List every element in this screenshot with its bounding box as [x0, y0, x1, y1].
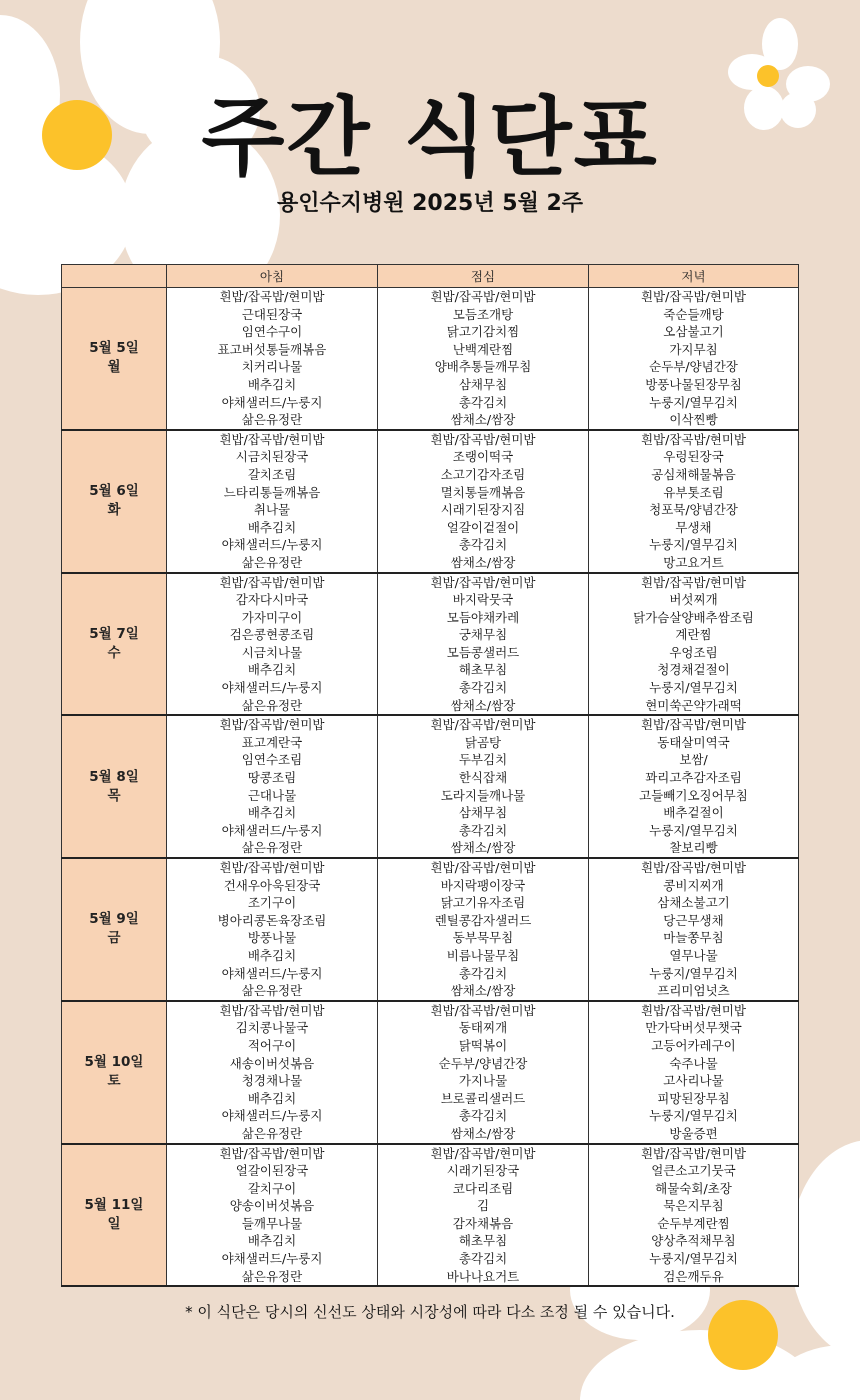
dinner-cell	[589, 573, 799, 716]
column-header-lunch: 점심	[378, 265, 589, 288]
menu-item: 보쌈/	[679, 752, 708, 768]
menu-item: 흰밥/잡곡밥/현미밥	[430, 1002, 536, 1018]
menu-item: 누룽지/열무김치	[649, 822, 738, 838]
menu-item: 총각김치	[458, 537, 508, 553]
day-weekday: 화	[107, 502, 121, 519]
column-header-day	[62, 265, 167, 288]
menu-item: 흰밥/잡곡밥/현미밥	[219, 1145, 325, 1161]
day-cell	[62, 715, 167, 858]
menu-item: 열무나물	[669, 947, 718, 963]
column-header-dinner: 저녁	[589, 265, 799, 288]
menu-item: 방울증편	[669, 1125, 718, 1141]
menu-item: 흰밥/잡곡밥/현미밥	[640, 860, 747, 875]
menu-item: 야채샐러드/누룽지	[221, 680, 323, 696]
dinner-cell	[589, 715, 799, 858]
lunch-cell	[378, 858, 589, 1001]
menu-item: 무생채	[675, 519, 712, 535]
menu-item: 해초무침	[458, 662, 508, 678]
menu-item: 닭곰탕	[464, 734, 502, 750]
dinner-cell	[589, 288, 799, 430]
menu-item: 청경채나물	[241, 1073, 303, 1089]
menu-item: 비름나물무침	[446, 947, 520, 963]
menu-item: 망고요거트	[663, 554, 724, 570]
menu-item: 야채샐러드/누룽지	[221, 1108, 323, 1124]
menu-item: 흰밥/잡곡밥/현미밥	[219, 289, 325, 304]
day-date: 5월 10일	[84, 1054, 144, 1071]
menu-item: 흰밥/잡곡밥/현미밥	[430, 574, 536, 590]
menu-item: 시금치된장국	[235, 449, 309, 465]
table-header-row	[62, 265, 799, 288]
day-cell	[62, 1001, 167, 1144]
menu-item: 배추김치	[247, 1090, 297, 1106]
menu-item: 건새우아욱된장국	[223, 877, 321, 893]
menu-item: 누룽지/열무김치	[649, 965, 738, 981]
menu-item: 총각김치	[458, 822, 508, 838]
day-cell	[62, 288, 167, 430]
menu-item: 삶은유정란	[241, 412, 303, 428]
menu-item: 쌈채소/쌈장	[450, 1125, 516, 1141]
table-row	[62, 573, 799, 716]
day-date: 5월 8일	[89, 768, 139, 785]
day-date: 5월 9일	[89, 911, 139, 928]
menu-item: 삼채무침	[458, 376, 508, 392]
menu-item: 난백계란찜	[452, 341, 514, 357]
menu-item: 얼큰소고기뭇국	[651, 1163, 736, 1179]
menu-item: 새송이버섯볶음	[229, 1055, 315, 1071]
menu-item: 총각김치	[458, 1251, 508, 1267]
menu-item: 흰밥/잡곡밥/현미밥	[430, 431, 536, 447]
menu-item: 렌틸콩감자샐러드	[434, 912, 532, 928]
menu-item: 청경채겉절이	[657, 662, 730, 678]
menu-item: 배추김치	[247, 519, 297, 535]
menu-item: 닭고기감치찜	[446, 324, 520, 340]
menu-item: 마늘쫑무침	[663, 930, 724, 946]
menu-item: 김치콩나물국	[235, 1020, 309, 1036]
menu-item: 삼채소불고기	[657, 895, 730, 911]
menu-item: 적어구이	[247, 1037, 297, 1053]
menu-item: 야채샐러드/누룽지	[221, 1251, 323, 1267]
menu-item: 쌈채소/쌈장	[450, 554, 516, 570]
menu-item: 고등어카레구이	[651, 1037, 736, 1053]
lunch-cell	[378, 715, 589, 858]
lunch-cell	[378, 288, 589, 430]
menu-item: 양배추통들깨무침	[434, 359, 532, 375]
menu-item: 얼갈이겉절이	[446, 519, 520, 535]
menu-item: 삶은유정란	[241, 983, 303, 999]
menu-item: 갈치구이	[247, 1180, 297, 1196]
menu-item: 방풍나물	[247, 930, 297, 946]
menu-item: 바나나요거트	[446, 1268, 520, 1284]
menu-item: 근대된장국	[241, 306, 303, 322]
menu-item: 누룽지/열무김치	[649, 394, 738, 410]
menu-item: 버섯찌개	[669, 592, 718, 608]
day-cell	[62, 573, 167, 716]
day-weekday: 일	[107, 1215, 121, 1232]
menu-item: 배추김치	[247, 1233, 297, 1249]
menu-item: 계란찜	[675, 627, 712, 643]
menu-item: 임연수조림	[241, 752, 303, 768]
menu-item: 동태찌개	[458, 1020, 508, 1036]
menu-item: 임연수구이	[241, 324, 303, 340]
menu-item: 모듬콩샐러드	[446, 644, 520, 660]
column-header-breakfast: 아침	[167, 265, 378, 288]
lunch-cell	[378, 1001, 589, 1144]
menu-item: 동부묵무침	[452, 930, 514, 946]
menu-item: 흰밥/잡곡밥/현미밥	[640, 1145, 747, 1161]
day-weekday: 월	[107, 359, 121, 376]
menu-item: 동태살미역국	[657, 734, 730, 750]
menu-item: 바지락뭇국	[452, 592, 514, 608]
menu-item: 누룽지/열무김치	[649, 1251, 738, 1267]
menu-item: 조기구이	[247, 895, 297, 911]
menu-item: 양상추적채무침	[651, 1233, 736, 1249]
breakfast-cell	[167, 430, 378, 573]
breakfast-cell	[167, 573, 378, 716]
menu-item: 갈치조림	[247, 466, 297, 482]
menu-item: 흰밥/잡곡밥/현미밥	[219, 1002, 325, 1018]
menu-item: 고들빼기오징어무침	[639, 787, 748, 803]
menu-item: 공심채해물볶음	[651, 466, 736, 482]
menu-item: 땅콩조림	[247, 770, 297, 786]
menu-item: 쌈채소/쌈장	[450, 840, 516, 856]
menu-item: 누룽지/열무김치	[649, 537, 738, 553]
day-date: 5월 11일	[84, 1196, 144, 1213]
day-weekday: 수	[107, 644, 121, 661]
menu-item: 느타리통들깨볶음	[223, 484, 321, 500]
menu-item: 오삼불고기	[663, 324, 724, 340]
menu-item: 삶은유정란	[241, 1268, 303, 1284]
menu-item: 총각김치	[458, 1108, 508, 1124]
menu-item: 숙주나물	[669, 1055, 718, 1071]
menu-item: 양송이버섯볶음	[229, 1198, 315, 1214]
menu-item: 흰밥/잡곡밥/현미밥	[430, 289, 536, 304]
breakfast-cell	[167, 288, 378, 430]
menu-item: 배추김치	[247, 376, 297, 392]
table-row	[62, 1001, 799, 1144]
menu-item: 치커리나물	[241, 359, 303, 375]
menu-item: 순두부/양념간장	[438, 1055, 528, 1071]
menu-item: 꽈리고추감자조림	[645, 770, 742, 786]
menu-item: 야채샐러드/누룽지	[221, 394, 323, 410]
menu-item: 들깨무나물	[241, 1215, 303, 1231]
dinner-cell	[589, 430, 799, 573]
menu-item: 유부톳조림	[663, 484, 724, 500]
menu-item: 멸치통들깨볶음	[440, 484, 526, 500]
menu-item: 쌈채소/쌈장	[450, 412, 516, 428]
menu-item: 흰밥/잡곡밥/현미밥	[219, 431, 325, 447]
table-row	[62, 858, 799, 1001]
breakfast-cell	[167, 715, 378, 858]
menu-item: 감자채볶음	[452, 1215, 514, 1231]
menu-item: 프리미엄넛츠	[657, 983, 730, 999]
menu-item: 야채샐러드/누룽지	[221, 822, 323, 838]
menu-item: 시래기된장지짐	[440, 502, 526, 518]
menu-item: 흰밥/잡곡밥/현미밥	[640, 717, 747, 733]
menu-item: 근대나물	[247, 787, 297, 803]
menu-item: 두부김치	[458, 752, 508, 768]
menu-item: 고사리나물	[663, 1073, 724, 1089]
menu-item: 해물숙회/초장	[655, 1180, 732, 1196]
menu-item: 피망된장무침	[657, 1090, 730, 1106]
menu-item: 배추김치	[247, 662, 297, 678]
menu-item: 표고계란국	[241, 734, 303, 750]
menu-item: 검은깨두유	[663, 1268, 724, 1284]
menu-item: 바지락팽이장국	[440, 877, 526, 893]
menu-item: 가자미구이	[241, 609, 303, 625]
menu-item: 배추김치	[247, 805, 297, 821]
menu-item: 흰밥/잡곡밥/현미밥	[430, 1145, 536, 1161]
dinner-cell	[589, 1001, 799, 1144]
menu-item: 해초무침	[458, 1233, 508, 1249]
menu-item: 누룽지/열무김치	[649, 1108, 738, 1124]
lunch-cell	[378, 1144, 589, 1287]
menu-item: 우엉조림	[669, 644, 718, 660]
menu-item: 흰밥/잡곡밥/현미밥	[219, 860, 325, 875]
day-date: 5월 7일	[89, 625, 139, 642]
day-weekday: 목	[107, 787, 121, 804]
menu-item: 흰밥/잡곡밥/현미밥	[219, 574, 325, 590]
table-row	[62, 1144, 799, 1287]
page-subtitle: 용인수지병원 2025년 5월 2주	[276, 191, 584, 216]
lunch-cell	[378, 573, 589, 716]
menu-item: 쌈채소/쌈장	[450, 983, 516, 999]
day-cell	[62, 430, 167, 573]
table-row	[62, 288, 799, 430]
menu-item: 흰밥/잡곡밥/현미밥	[430, 860, 536, 875]
menu-item: 이삭찐빵	[669, 412, 718, 428]
menu-item: 삶은유정란	[241, 554, 303, 570]
day-date: 5월 5일	[89, 340, 139, 357]
dinner-cell	[589, 1144, 799, 1287]
menu-item: 총각김치	[458, 394, 508, 410]
menu-item: 닭떡볶이	[458, 1037, 508, 1053]
menu-item: 야채샐러드/누룽지	[221, 537, 323, 553]
menu-item: 흰밥/잡곡밥/현미밥	[640, 1002, 747, 1018]
weekly-menu-table	[61, 264, 799, 1287]
day-cell	[62, 858, 167, 1001]
menu-item: 가지나물	[458, 1073, 508, 1089]
menu-item: 감자다시마국	[235, 592, 309, 608]
menu-item: 모듬조개탕	[452, 306, 514, 322]
daisy-center-icon	[757, 65, 779, 87]
menu-item: 배추겉절이	[663, 805, 724, 821]
menu-item: 닭가슴살양배추쌈조림	[633, 609, 754, 625]
menu-item: 방풍나물된장무침	[645, 376, 742, 392]
menu-item: 당근무생채	[663, 912, 724, 928]
menu-item: 순두부/양념간장	[649, 359, 738, 375]
menu-item: 흰밥/잡곡밥/현미밥	[430, 717, 536, 733]
menu-item: 묵은지무침	[663, 1198, 724, 1214]
menu-item: 흰밥/잡곡밥/현미밥	[640, 574, 747, 590]
menu-item: 총각김치	[458, 680, 508, 696]
table-row	[62, 715, 799, 858]
menu-item: 우렁된장국	[663, 449, 724, 465]
menu-item: 시래기된장국	[446, 1163, 520, 1179]
menu-item: 모듬야채카레	[446, 609, 520, 625]
menu-item: 삶은유정란	[241, 697, 303, 713]
menu-item: 흰밥/잡곡밥/현미밥	[640, 289, 747, 304]
menu-item: 누룽지/열무김치	[649, 680, 738, 696]
menu-item: 찰보리빵	[669, 840, 718, 856]
menu-item: 소고기감자조림	[440, 466, 526, 482]
menu-item: 코다리조림	[452, 1180, 514, 1196]
menu-item: 삼채무침	[458, 805, 508, 821]
menu-item: 시금치나물	[241, 644, 303, 660]
breakfast-cell	[167, 1144, 378, 1287]
menu-item: 청포묵/양념간장	[649, 502, 738, 518]
menu-item: 김	[476, 1198, 490, 1214]
day-weekday: 금	[107, 930, 121, 947]
footnote: * 이 식단은 당시의 신선도 상태와 시장성에 따라 다소 조정 될 수 있습니다.	[185, 1303, 675, 1321]
menu-item: 쌈채소/쌈장	[450, 697, 516, 713]
menu-item: 총각김치	[458, 965, 508, 981]
menu-item: 브로콜리샐러드	[440, 1090, 526, 1106]
menu-item: 닭고기유자조림	[440, 895, 526, 911]
menu-item: 가지무침	[669, 341, 718, 357]
breakfast-cell	[167, 858, 378, 1001]
table-row	[62, 430, 799, 573]
menu-item: 검은콩현콩조림	[229, 627, 315, 643]
menu-item: 현미쑥곤약가래떡	[645, 697, 742, 713]
day-cell	[62, 1144, 167, 1287]
menu-item: 삶은유정란	[241, 840, 303, 856]
day-date: 5월 6일	[89, 483, 139, 500]
menu-item: 한식잡채	[458, 770, 508, 786]
menu-item: 만가닥버섯무챗국	[645, 1020, 742, 1036]
dinner-cell	[589, 858, 799, 1001]
menu-item: 배추김치	[247, 947, 297, 963]
menu-item: 얼갈이된장국	[235, 1163, 309, 1179]
menu-item: 순두부계란찜	[657, 1215, 730, 1231]
menu-item: 흰밥/잡곡밥/현미밥	[219, 717, 325, 733]
menu-item: 조랭이떡국	[452, 449, 514, 465]
menu-item: 콩비지찌개	[663, 877, 724, 893]
menu-item: 병아리콩돈육장조림	[217, 912, 327, 928]
menu-item: 표고버섯통들깨볶음	[217, 341, 327, 357]
menu-item: 궁채무침	[458, 627, 508, 643]
breakfast-cell	[167, 1001, 378, 1144]
menu-item: 삶은유정란	[241, 1125, 303, 1141]
menu-item: 흰밥/잡곡밥/현미밥	[640, 431, 747, 447]
menu-item: 취나물	[253, 502, 291, 518]
day-weekday: 토	[107, 1073, 121, 1090]
page-title: 주간 식단표	[201, 88, 659, 188]
menu-item: 죽순들깨탕	[663, 306, 724, 322]
menu-item: 야채샐러드/누룽지	[221, 965, 323, 981]
menu-item: 도라지들깨나물	[440, 787, 526, 803]
lunch-cell	[378, 430, 589, 573]
